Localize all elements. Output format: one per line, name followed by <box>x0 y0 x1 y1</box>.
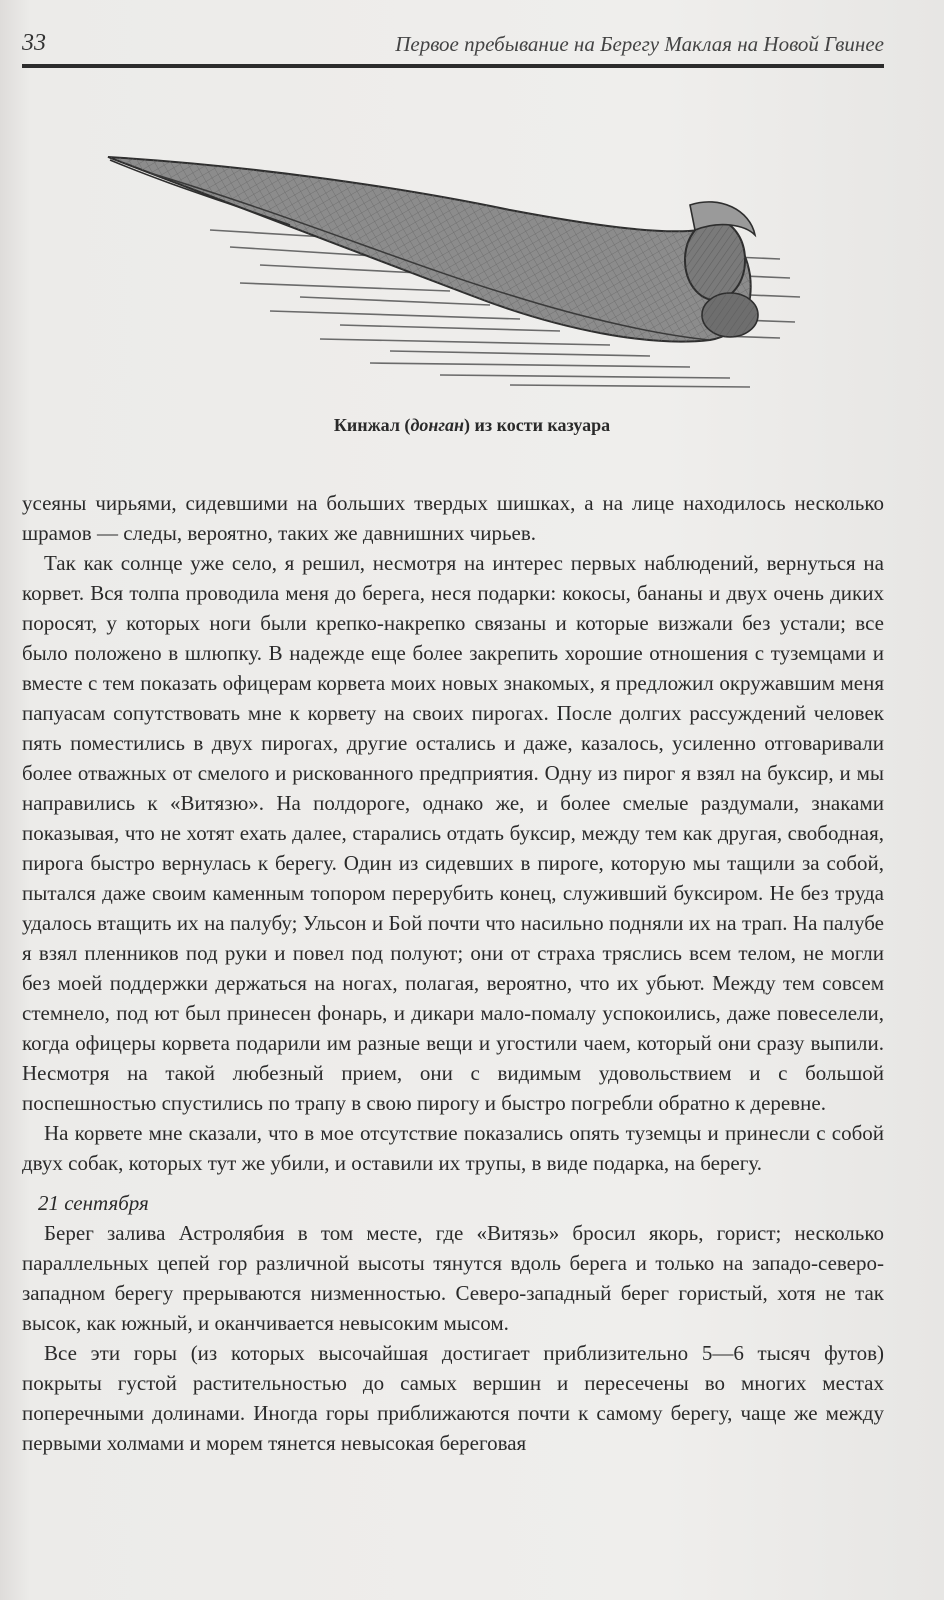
caption-italic-term: донган <box>410 415 464 435</box>
figure-caption <box>0 415 944 436</box>
dagger-figure <box>90 135 810 405</box>
header-rule <box>22 64 884 68</box>
running-title: Первое пребывание на Берегу Маклая на Новой Гвинее <box>395 32 884 56</box>
page-header <box>22 26 884 62</box>
paragraph: Берег залива Астролябия в том месте, где «Витязь» бросил якорь, горист; несколько параллельных цепей гор различной высоты тянутся вдоль берега и только на западо-северо-западном берегу прерываются низменностью. Северо-западный берег гористый, хотя не так высок, как южный, и оканчивается невысоким мысом. <box>22 1221 884 1335</box>
page-number: 33 <box>22 30 46 56</box>
caption-part-2: ) из кости казуара <box>464 415 611 435</box>
paragraph: Все эти горы (из которых высочайшая достигает приблизительно 5—6 тысяч футов) покрыты густой растительностью до самых вершин и пересечены во многих местах поперечными долинами. Иногда горы приближаются почти к самому берегу, чаще же между первыми холмами и морем тянется невысокая береговая <box>22 1341 884 1455</box>
caption-part-1: Кинжал ( <box>333 415 411 435</box>
bone-dagger-illustration-icon <box>90 135 810 405</box>
date-heading: 21 сентября <box>38 1191 149 1215</box>
body-text <box>22 488 884 1458</box>
paragraph: Так как солнце уже село, я решил, несмотря на интерес первых наблюдений, вернуться на корвет. Вся толпа проводила меня до берега, неся подарки: кокосы, бананы и двух очень диких поросят, у которых ноги были крепко-накрепко связаны и которые визжали без устали; все было положено в шлюпку. В надежде еще более закрепить хорошие отношения с туземцами и вместе с тем показать офицерам корвета моих новых знакомых, я предложил окружавшим меня папуасам сопутствовать мне к корвету на своих пирогах. После долгих рассуждений человек пять поместились в двух пирогах, другие остались и даже, казалось, усиленно отговаривали более отважных от смелого и рискованного предприятия. Одну из пирог я взял на буксир, и мы направились к «Витязю». На полдороге, однако же, и более смелые раздумали, знаками показывая, что не хотят ехать далее, старались отдать буксир, между тем как другая, свободная, пирога быстро вернулась к берегу. Один из сидевших в пироге, которую мы тащили за собой, пытался даже своим каменным топором перерубить конец, служивший буксиром. Не без труда удалось втащить их на палубу; Ульсон и Бой почти что насильно подняли их на трап. На палубе я взял пленников под руки и повел под полуют; они от страха тряслись всем телом, не могли без моей поддержки держаться на ногах, полагая, вероятно, что их убьют. Между тем совсем стемнело, под ют был принесен фонарь, и дикари мало-помалу успокоились, даже повеселели, когда офицеры корвета подарили им разные вещи и угостили чаем, который они сразу выпили. Несмотря на такой любезный прием, они с видимым удовольствием и с большой поспешностью спустились по трапу в свою пирогу и быстро погребли обратно к деревне. <box>22 551 884 1115</box>
paragraph: На корвете мне сказали, что в мое отсутствие показались опять туземцы и принесли с собой двух собак, которых тут же убили, и оставили их трупы, в виде подарка, на берегу. <box>22 1121 884 1175</box>
paragraph: усеяны чирьями, сидевшими на больших твердых шишках, а на лице находилось несколько шрамов — следы, вероятно, таких же давнишних чирьев. <box>22 491 884 545</box>
